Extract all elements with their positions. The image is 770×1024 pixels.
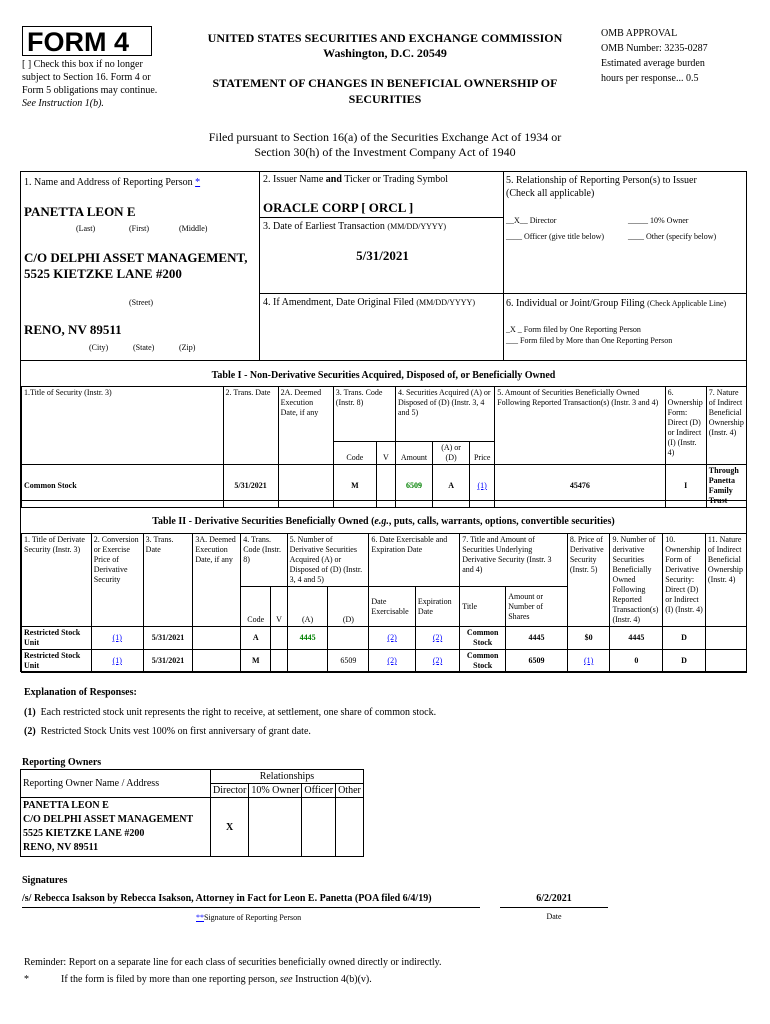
burden-line-2: hours per response... 0.5 <box>601 73 699 84</box>
omb-box <box>601 26 761 86</box>
t1-h-code: 3. Trans. Code (Instr. 8) <box>333 387 395 442</box>
agency-name: UNITED STATES SECURITIES AND EXCHANGE COMMISSION <box>207 31 563 45</box>
box-filing-type <box>503 293 747 361</box>
middle-label: (Middle) <box>179 224 208 233</box>
t1-cell-title: Common Stock <box>22 465 224 508</box>
t2-h7: 7. Title and Amount of Securities Underlying Derivative Security (Instr. 3 and 4) <box>460 534 568 587</box>
owners-h-name: Reporting Owner Name / Address <box>21 770 211 798</box>
table1-title: Table I - Non-Derivative Securities Acquired, Disposed of, or Beneficially Owned <box>211 370 556 381</box>
owners-h-director: Director <box>211 784 249 798</box>
t2-r0-form: D <box>663 627 706 650</box>
street-label: (Street) <box>129 298 153 307</box>
director-check: __X__ Director <box>506 216 557 225</box>
owners-name-address: PANETTA LEON E C/O DELPHI ASSET MANAGEMENT 5525 KIETZKE LANE #200 RENO, NV 89511 <box>21 798 211 857</box>
zip-label: (Zip) <box>179 343 196 352</box>
box-earliest-transaction <box>259 217 504 294</box>
t1-h-title: 1.Title of Security (Instr. 3) <box>22 387 224 465</box>
t2-h1: 1. Title of Derivate Security (Instr. 3) <box>22 534 92 627</box>
t2-r0-utitle: Common Stock <box>460 627 506 650</box>
box4-label: 4. If Amendment, Date Original Filed (MM/DD/YYYY) <box>263 297 475 308</box>
t2-h5: 5. Number of Derivative Securities Acquired (A) or Disposed of (D) (Instr. 3, 4 and 5) <box>287 534 369 587</box>
t2-r0-title: Restricted Stock Unit <box>22 627 92 650</box>
t2-r1-nature <box>705 650 746 673</box>
t2-r1-uamt: 6509 <box>506 650 568 673</box>
t2-h10: 10. Ownership Form of Derivative Security: Direct (D) or Indirect (I) (Instr. 4) <box>663 534 706 627</box>
checkbox-note: [ ] Check this box if no longer subject to Section 16. Form 4 or Form 5 obligations may continue. See Instruction 1(b). <box>22 59 158 109</box>
last-label: (Last) <box>76 224 96 233</box>
owners-director-mark: X <box>211 798 249 857</box>
t2-h9: 9. Number of derivative Securities Beneficially Owned Following Reported Transaction(s) (Instr. 4) <box>610 534 663 627</box>
t1-cell-form: I <box>665 465 706 508</box>
t2-s-date-exercisable: Date Exercisable <box>369 587 416 627</box>
owners-h-other: Other <box>336 784 364 798</box>
t1-h-aord: (A) or (D) <box>433 442 470 465</box>
t2-r0-deemed <box>193 627 241 650</box>
t2-h3a: 3A. Deemed Execution Date, if any <box>193 534 241 627</box>
footnote-link[interactable]: (2) <box>432 633 443 642</box>
owners-officer-mark <box>302 798 336 857</box>
t2-r1-code: M <box>241 650 271 673</box>
t2-r0-v <box>271 627 287 650</box>
owners-other-mark <box>336 798 364 857</box>
table2-title: Table II - Derivative Securities Beneficially Owned (e.g., puts, calls, warrants, options, convertible securities) <box>152 516 615 527</box>
t2-r1-v <box>271 650 287 673</box>
t1-cell-nature: Through Panetta Family Trust <box>706 465 746 508</box>
footnote-star-link[interactable]: * <box>195 177 201 188</box>
t2-h4: 4. Trans. Code (Instr. 8) <box>241 534 287 587</box>
officer-check: ____ Officer (give title below) <box>506 232 605 241</box>
t2-h3: 3. Trans. Date <box>143 534 193 627</box>
t2-s-v: V <box>271 587 287 627</box>
t2-h11: 11. Nature of Indirect Beneficial Ownership (Instr. 4) <box>705 534 746 627</box>
owners-title: Reporting Owners <box>22 757 102 768</box>
t1-h-acquired: 4. Securities Acquired (A) or Disposed of (D) (Instr. 3, 4 and 5) <box>395 387 494 442</box>
earliest-transaction-date: 5/31/2021 <box>356 248 409 263</box>
table-row <box>22 650 747 673</box>
t2-s-d: (D) <box>328 587 369 627</box>
box-amendment <box>259 293 504 361</box>
t2-r1-title: Restricted Stock Unit <box>22 650 92 673</box>
footnote-link[interactable]: (1) <box>477 481 487 490</box>
t1-h-code-sub: Code <box>333 442 376 465</box>
table-row <box>21 798 364 857</box>
table2-container <box>20 500 747 672</box>
t2-r1-deemed <box>193 650 241 673</box>
explanation-1: (1) Each restricted stock unit represents the right to receive, at settlement, one share of common stock. <box>24 707 437 718</box>
box-reporting-person <box>20 171 260 361</box>
t2-s-expiration-date: Expiration Date <box>415 587 459 627</box>
ten-pct-check: _____ 10% Owner <box>628 216 689 225</box>
t2-r0-d <box>328 627 369 650</box>
t2-h2: 2. Conversion or Exercise Price of Derivative Security <box>91 534 143 627</box>
t2-r1-owned: 0 <box>610 650 663 673</box>
city-label: (City) <box>89 343 109 352</box>
signature-line: /s/ Rebecca Isakson by Rebecca Isakson, Attorney in Fact for Leon E. Panetta (POA filed 6/4/19) <box>22 893 480 908</box>
owners-h-officer: Officer <box>302 784 336 798</box>
t2-h6: 6. Date Exercisable and Expiration Date <box>369 534 460 587</box>
t2-r0-nature <box>705 627 746 650</box>
table1-container <box>20 360 747 505</box>
footnote-link[interactable]: (1) <box>112 656 122 665</box>
t2-r0-date: 5/31/2021 <box>143 627 193 650</box>
filed-by-more: ___ Form filed by More than One Reporting Person <box>506 336 673 345</box>
t1-h-nature: 7. Nature of Indirect Beneficial Ownership (Instr. 4) <box>706 387 746 465</box>
other-check: ____ Other (specify below) <box>628 232 717 241</box>
owners-table <box>20 769 364 857</box>
issuer-name: ORACLE CORP [ ORCL ] <box>263 200 414 215</box>
t2-r0-a: 4445 <box>287 627 328 650</box>
footnote-link[interactable]: ** <box>196 913 204 922</box>
box-relationship <box>503 171 747 294</box>
footer-note: * If the form is filed by more than one reporting person, see Instruction 4(b)(v). <box>24 974 372 985</box>
form-title: FORM 4 <box>22 26 152 56</box>
footnote-link[interactable]: (1) <box>583 656 594 665</box>
t2-r1-a <box>287 650 328 673</box>
table-row <box>22 627 747 650</box>
explanation-title: Explanation of Responses: <box>24 687 137 698</box>
t1-h-price: Price <box>470 442 495 465</box>
agency-location: Washington, D.C. 20549 <box>323 46 447 60</box>
t2-s-a: (A) <box>287 587 328 627</box>
footnote-link[interactable]: (2) <box>432 656 443 665</box>
box-issuer <box>259 171 504 218</box>
footnote-link[interactable]: (2) <box>387 633 397 642</box>
t1-cell-amount: 6509 <box>395 465 432 508</box>
box5-label: 5. Relationship of Reporting Person(s) to Issuer (Check all applicable) <box>506 175 697 199</box>
reporting-person-name: PANETTA LEON E <box>24 204 136 219</box>
t1-cell-owned: 45476 <box>495 465 665 508</box>
t2-h8: 8. Price of Derivative Security (Instr. 5) <box>567 534 610 627</box>
reminder: Reminder: Report on a separate line for each class of securities beneficially owned directly or indirectly. <box>24 957 442 968</box>
t1-h-v: V <box>376 442 395 465</box>
t1-h-deemed: 2A. Deemed Execution Date, if any <box>278 387 333 465</box>
box1-label: 1. Name and Address of Reporting Person * <box>24 177 201 188</box>
t2-s-title: Title <box>460 587 506 627</box>
t2-s-amount: Amount or Number of Shares <box>506 587 568 627</box>
signatures-title: Signatures <box>22 875 68 886</box>
box2-label: 2. Issuer Name and Ticker or Trading Symbol <box>263 174 449 185</box>
explanation-2: (2) Restricted Stock Units vest 100% on first anniversary of grant date. <box>24 726 311 737</box>
t2-s-code: Code <box>241 587 271 627</box>
box3-label: 3. Date of Earliest Transaction (MM/DD/YYYY) <box>263 221 447 232</box>
filed-by-one: _X _ Form filed by One Reporting Person <box>506 325 641 334</box>
filed-pursuant: Filed pursuant to Section 16(a) of the Securities Exchange Act of 1934 or Section 30(h) of the Investment Company Act of 1940 <box>208 130 562 159</box>
t2-r1-form: D <box>663 650 706 673</box>
t1-h-date: 2. Trans. Date <box>223 387 278 465</box>
t1-cell-date: 5/31/2021 <box>223 465 278 508</box>
state-label: (State) <box>133 343 155 352</box>
owners-ten-mark <box>249 798 302 857</box>
t2-r0-price: $0 <box>567 627 610 650</box>
t2-r1-d: 6509 <box>328 650 369 673</box>
date-label: Date <box>546 912 562 921</box>
t1-h-amount-owned: 5. Amount of Securities Beneficially Owned Following Reported Transaction(s) (Instr. 3 and 4) <box>495 387 665 465</box>
burden-line-1: Estimated average burden <box>601 58 705 69</box>
statement-title: STATEMENT OF CHANGES IN BENEFICIAL OWNERSHIP OF SECURITIES <box>212 76 558 106</box>
t2-r0-uamt: 4445 <box>506 627 568 650</box>
signature-date: 6/2/2021 <box>500 893 608 908</box>
omb-number: OMB Number: 3235-0287 <box>601 43 708 54</box>
footnote-link[interactable]: (1) <box>112 633 122 642</box>
t2-r0-code: A <box>241 627 271 650</box>
owners-h-ten: 10% Owner <box>249 784 302 798</box>
t1-h-amount: Amount <box>395 442 432 465</box>
t2-r1-utitle: Common Stock <box>460 650 506 673</box>
city-line: RENO, NV 89511 <box>24 322 122 337</box>
omb-approval: OMB APPROVAL <box>601 28 678 39</box>
t2-r0-owned: 4445 <box>610 627 663 650</box>
first-label: (First) <box>129 224 149 233</box>
footnote-link[interactable]: (2) <box>387 656 397 665</box>
box6-label: 6. Individual or Joint/Group Filing (Check Applicable Line) <box>506 298 727 309</box>
street-address: C/O DELPHI ASSET MANAGEMENT, 5525 KIETZKE LANE #200 <box>24 250 248 281</box>
owners-h-relationships: Relationships <box>211 770 364 784</box>
signature-label: **Signature of Reporting Person <box>196 913 302 922</box>
t1-h-ownership: 6. Ownership Form: Direct (D) or Indirect (I) (Instr. 4) <box>665 387 706 465</box>
table1 <box>21 386 747 508</box>
t1-cell-code: M <box>333 465 376 508</box>
table2 <box>21 533 747 673</box>
t2-r1-date: 5/31/2021 <box>143 650 193 673</box>
t1-cell-aord: A <box>433 465 470 508</box>
